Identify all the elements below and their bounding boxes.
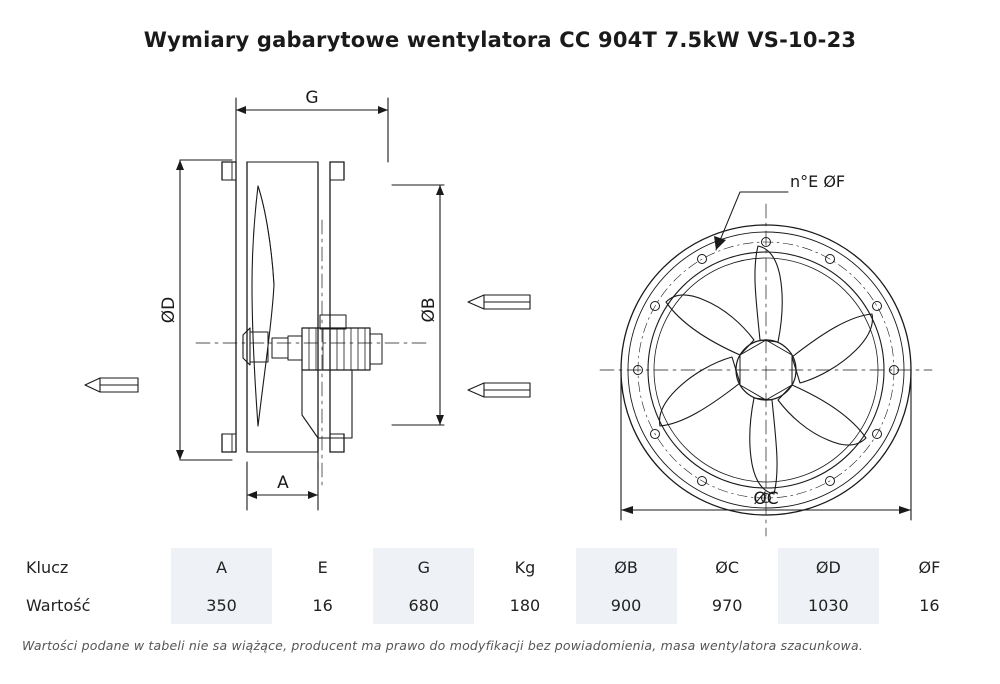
dim-label-OB: ØB <box>419 297 439 323</box>
dimensions-table <box>20 548 980 624</box>
airflow-arrow-left <box>85 378 138 392</box>
cell-value-OC: 970 <box>677 586 778 624</box>
table-row-values <box>20 586 980 624</box>
cell-value-OF: 16 <box>879 586 980 624</box>
dim-label-OC: ØC <box>753 489 779 509</box>
dim-label-G: G <box>305 88 319 108</box>
cell-value-OB: 900 <box>576 586 677 624</box>
holes-leader <box>714 192 788 250</box>
technical-drawing <box>0 70 1000 540</box>
cell-value-Kg: 180 <box>474 586 575 624</box>
cell-key-OF: ØF <box>879 548 980 586</box>
cell-key-OD: ØD <box>778 548 879 586</box>
cell-value-OD: 1030 <box>778 586 879 624</box>
cell-key-E: E <box>272 548 373 586</box>
cell-value-E: 16 <box>272 586 373 624</box>
cell-value-G: 680 <box>373 586 474 624</box>
row-label-klucz: Klucz <box>20 548 171 586</box>
cell-key-Kg: Kg <box>474 548 575 586</box>
airflow-arrow-right-bottom <box>468 383 530 397</box>
cell-key-OB: ØB <box>576 548 677 586</box>
holes-callout-label: n°E ØF <box>790 172 846 191</box>
cell-key-OC: ØC <box>677 548 778 586</box>
page-title: Wymiary gabarytowe wentylatora CC 904T 7.5kW VS-10-23 <box>143 28 857 52</box>
dim-label-OD: ØD <box>159 296 179 324</box>
row-label-wartosc: Wartość <box>20 586 171 624</box>
dim-label-A: A <box>277 473 289 493</box>
dim-OD <box>176 160 232 460</box>
airflow-arrow-right-top <box>468 295 530 309</box>
cell-key-G: G <box>373 548 474 586</box>
cell-key-A: A <box>171 548 272 586</box>
table-row-keys <box>20 548 980 586</box>
dimensions-table-wrap <box>0 548 1000 628</box>
disclaimer-note: Wartości podane w tabeli nie sa wiążące, producent ma prawo do modyfikacji bez powiadomienia, masa wentylatora szacunkowa. <box>22 638 864 653</box>
cell-value-A: 350 <box>171 586 272 624</box>
front-view <box>600 192 932 536</box>
